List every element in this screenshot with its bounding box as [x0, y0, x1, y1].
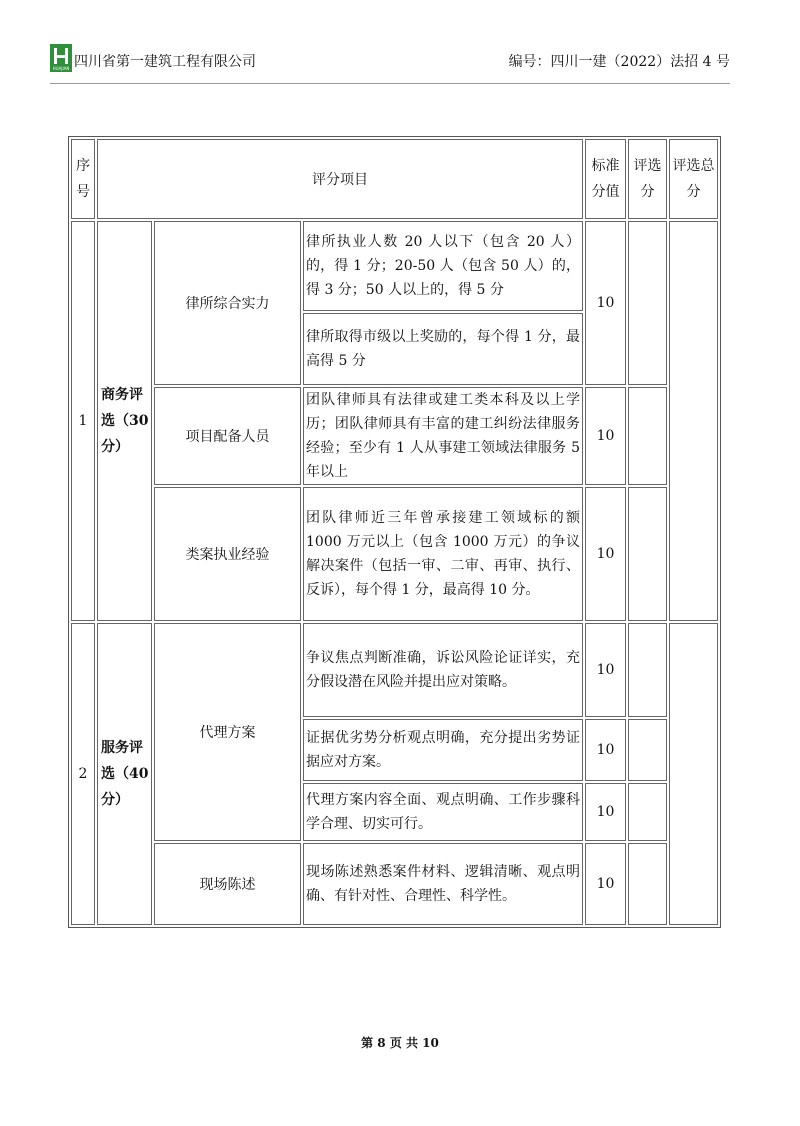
header-standard: 标准分值 [585, 139, 626, 219]
header-seq: 序号 [71, 139, 95, 219]
standard-value: 10 [585, 623, 626, 717]
total-cell [669, 221, 718, 621]
logo-text: HUAJIAN [52, 66, 70, 71]
sub-item-name: 现场陈述 [154, 843, 301, 925]
group-seq: 1 [71, 221, 95, 621]
group-seq: 2 [71, 623, 95, 925]
criteria-text: 代理方案内容全面、观点明确、工作步骤科学合理、切实可行。 [303, 783, 583, 841]
sub-item-name: 律所综合实力 [154, 221, 301, 385]
sub-item-name: 类案执业经验 [154, 487, 301, 621]
score-cell [628, 783, 667, 841]
standard-value: 10 [585, 387, 626, 485]
criteria-text: 现场陈述熟悉案件材料、逻辑清晰、观点明确、有针对性、合理性、科学性。 [303, 843, 583, 925]
header-total: 评选总分 [669, 139, 718, 219]
standard-value: 10 [585, 487, 626, 621]
table-row [71, 487, 718, 621]
standard-value: 10 [585, 783, 626, 841]
score-cell [628, 623, 667, 717]
group-category: 服务评选（40分） [97, 623, 152, 925]
sub-item-name: 项目配备人员 [154, 387, 301, 485]
page-number: 第 8 页 共 10 [361, 1036, 439, 1050]
score-cell [628, 221, 667, 385]
standard-value: 10 [585, 221, 626, 385]
criteria-text: 证据优劣势分析观点明确，充分提出劣势证据应对方案。 [303, 719, 583, 781]
standard-value: 10 [585, 719, 626, 781]
document-number: 编号：四川一建（2022）法招 4 号 [508, 54, 730, 70]
table-row [71, 623, 718, 717]
criteria-text: 团队律师具有法律或建工类本科及以上学历；团队律师具有丰富的建工纠纷法律服务经验；至少有 1 人从事建工领域法律服务 5 年以上 [303, 387, 583, 485]
table-row [71, 221, 718, 311]
criteria-text: 律所取得市级以上奖励的，每个得 1 分，最高得 5 分 [303, 313, 583, 385]
group-category: 商务评选（30分） [97, 221, 152, 621]
criteria-text: 律所执业人数 20 人以下（包含 20 人）的，得 1 分；20-50 人（包含 50 人）的，得 3 分；50 人以上的，得 5 分 [303, 221, 583, 311]
score-cell [628, 719, 667, 781]
header-row [71, 139, 718, 219]
criteria-text: 团队律师近三年曾承接建工领域标的额 1000 万元以上（包含 1000 万元）的争议解决案件（包括一审、二审、再审、执行、反诉），每个得 1 分，最高得 10 分。 [303, 487, 583, 621]
header-item: 评分项目 [97, 139, 583, 219]
score-cell [628, 487, 667, 621]
header-divider [50, 83, 730, 84]
total-cell [669, 623, 718, 925]
criteria-text: 争议焦点判断准确，诉讼风险论证详实，充分假设潜在风险并提出应对策略。 [303, 623, 583, 717]
standard-value: 10 [585, 843, 626, 925]
sub-item-name: 代理方案 [154, 623, 301, 841]
score-cell [628, 843, 667, 925]
table-row [71, 387, 718, 485]
scoring-table [68, 136, 721, 928]
page-header [50, 44, 730, 76]
company-logo [50, 44, 72, 72]
company-name: 四川省第一建筑工程有限公司 [74, 54, 256, 70]
score-cell [628, 387, 667, 485]
header-score: 评选分 [628, 139, 667, 219]
table-row [71, 843, 718, 925]
